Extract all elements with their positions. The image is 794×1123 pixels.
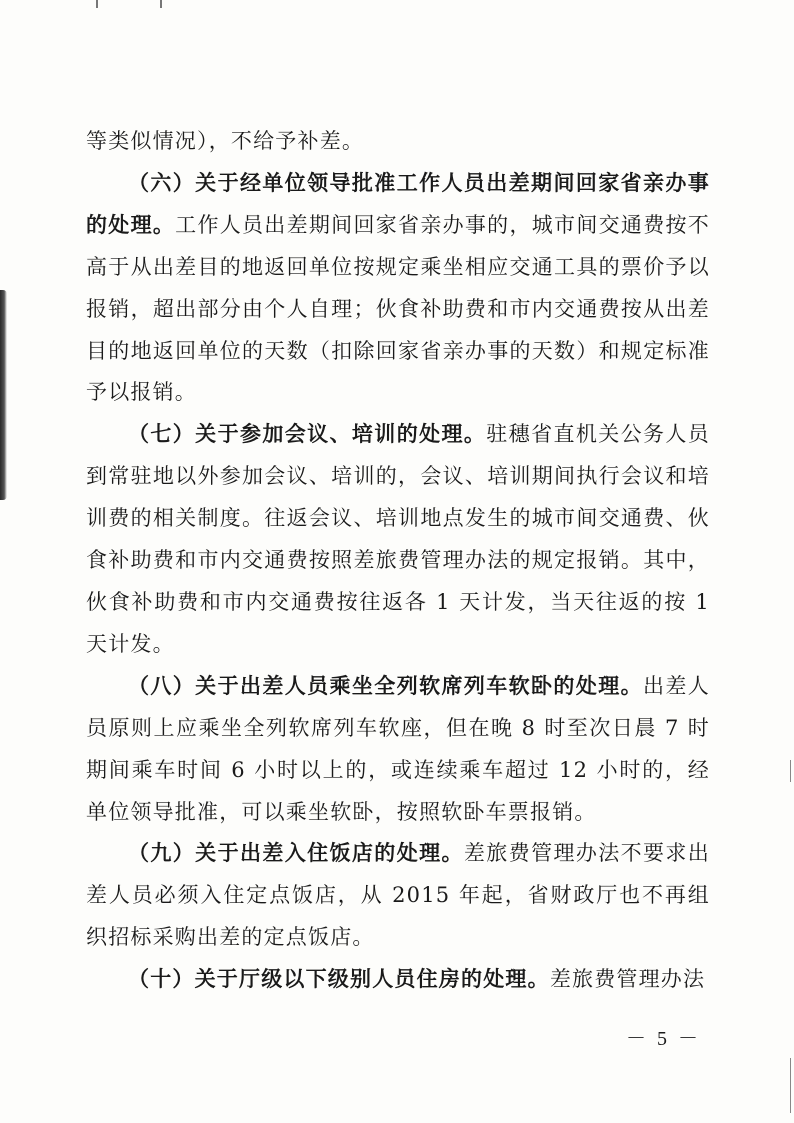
page-number: － 5 － [626, 1028, 701, 1050]
paragraph-continuation [86, 121, 710, 163]
paragraph-text: 等类似情况），不给予补差。 [86, 129, 365, 153]
paragraph-item-8 [86, 666, 710, 834]
paragraph-item-7 [86, 414, 710, 665]
paragraph-item-6 [86, 163, 710, 414]
paragraph-text: 工作人员出差期间回家省亲办事的，城市间交通费按不高于从出差目的地返回单位按规定乘坐相应交通工具的票价予以报销，超出部分由个人自理；伙食补助费和市内交通费按从出差目的地返回单位的天数（扣除回家省亲办事的天数）和规定标准予以报销。 [86, 212, 710, 405]
paragraph-text: 差旅费管理办法不要求出差人员必须入住定点饭店，从 2015 年起，省财政厅也不再组织招标采购出差的定点饭店。 [86, 841, 711, 950]
paragraph-heading: （十）关于厅级以下级别人员住房的处理。 [128, 967, 550, 992]
scan-tick-mark [790, 1058, 791, 1113]
body-text [86, 121, 710, 1001]
scan-tick-mark [96, 0, 98, 8]
scan-tick-mark [160, 0, 162, 8]
paragraph-heading: （七）关于参加会议、培训的处理。 [128, 422, 487, 447]
paragraph-heading: （六）关于经单位领导批准工作人员出差期间回家省亲办事的处理。 [86, 170, 710, 237]
paragraph-text: 出差人员原则上应乘坐全列软席列车软座，但在晚 8 时至次日晨 7 时期间乘车时间 6 小时以上的，或连续乘车超过 12 小时的，经单位领导批准，可以乘坐软卧，按照软卧车票报销。 [86, 673, 710, 824]
paragraph-item-10 [86, 959, 710, 1001]
paragraph-text: 差旅费管理办法 [549, 967, 706, 992]
scan-edge-shadow [0, 290, 7, 500]
paragraph-heading: （九）关于出差入住饭店的处理。 [128, 841, 464, 866]
paragraph-heading: （八）关于出差人员乘坐全列软席列车软卧的处理。 [128, 673, 643, 698]
scan-tick-mark [790, 760, 791, 782]
paragraph-text: 驻穗省直机关公务人员到常驻地以外参加会议、培训的，会议、培训期间执行会议和培训费的相关制度。往返会议、培训地点发生的城市间交通费、伙食补助费和市内交通费按照差旅费管理办法的规定报销。其中，伙食补助费和市内交通费按往返各 1 天计发，当天往返的按 1 天计发。 [86, 422, 711, 656]
paragraph-item-9 [86, 833, 710, 959]
